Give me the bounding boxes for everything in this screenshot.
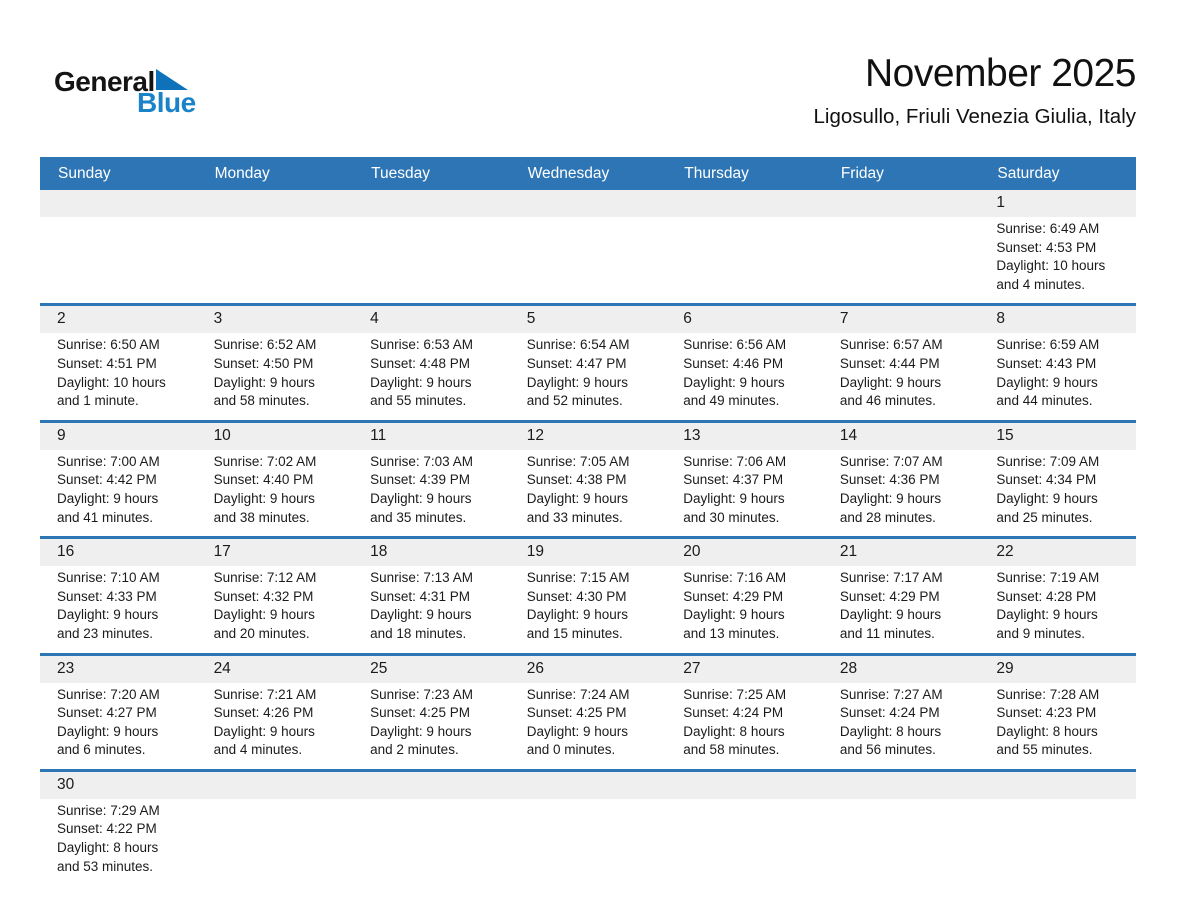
daylight-line-2: and 23 minutes.	[57, 625, 154, 641]
day-details	[979, 450, 1136, 536]
day-details	[353, 683, 510, 769]
day-cell-23	[40, 656, 197, 769]
daylight-line-2: and 13 minutes.	[683, 625, 780, 641]
day-details	[510, 566, 667, 652]
day-cell-11	[353, 423, 510, 536]
sunset-line: Sunset: 4:37 PM	[683, 472, 784, 488]
calendar	[40, 157, 1136, 885]
daylight-line-2: and 58 minutes.	[683, 742, 780, 758]
page-title: November 2025	[865, 52, 1136, 95]
day-details	[823, 566, 980, 652]
day-number: 20	[666, 539, 823, 566]
day-number: 6	[666, 306, 823, 333]
daylight-line-1: Daylight: 9 hours	[683, 374, 785, 390]
day-number	[353, 772, 510, 799]
weekday-header-friday: Friday	[840, 164, 884, 182]
sunrise-line: Sunrise: 7:07 AM	[839, 453, 943, 469]
day-number: 18	[353, 539, 510, 566]
day-number: 16	[40, 539, 197, 566]
sunrise-line: Sunrise: 6:56 AM	[683, 337, 787, 353]
sunrise-line: Sunrise: 6:50 AM	[57, 337, 160, 353]
daylight-line-2: and 53 minutes.	[57, 858, 154, 874]
daylight-line-1: Daylight: 9 hours	[57, 490, 159, 506]
day-number	[510, 190, 667, 217]
day-details	[823, 333, 980, 419]
day-number: 3	[197, 306, 354, 333]
day-cell-30	[40, 772, 197, 885]
daylight-line-1: Daylight: 9 hours	[839, 607, 942, 623]
day-details	[40, 683, 197, 769]
sunrise-line: Sunrise: 7:17 AM	[839, 570, 943, 586]
day-cell-16	[40, 539, 197, 652]
sunrise-line: Sunrise: 7:24 AM	[526, 686, 630, 702]
calendar-weeks	[40, 190, 1136, 885]
week-row-6	[40, 769, 1136, 885]
daylight-line-1: Daylight: 8 hours	[57, 840, 159, 856]
daylight-line-2: and 38 minutes.	[213, 509, 310, 525]
day-number	[979, 772, 1136, 799]
day-details	[510, 683, 667, 769]
day-cell-1	[979, 190, 1136, 303]
day-details	[353, 217, 510, 295]
day-number: 12	[510, 423, 667, 450]
day-cell-17	[197, 539, 354, 652]
day-number: 11	[353, 423, 510, 450]
sunset-line: Sunset: 4:30 PM	[526, 588, 627, 604]
daylight-line-2: and 9 minutes.	[996, 625, 1085, 641]
sunset-line: Sunset: 4:48 PM	[370, 355, 470, 371]
sunset-line: Sunset: 4:50 PM	[213, 355, 314, 371]
day-details	[666, 217, 823, 295]
week-row-1	[40, 190, 1136, 303]
day-number: 17	[197, 539, 354, 566]
day-cell-empty	[353, 772, 510, 885]
day-details	[353, 566, 510, 652]
daylight-line-1: Daylight: 9 hours	[213, 607, 315, 623]
daylight-line-2: and 41 minutes.	[57, 509, 154, 525]
daylight-line-1: Daylight: 10 hours	[996, 258, 1106, 274]
daylight-line-2: and 4 minutes.	[213, 742, 303, 758]
sunrise-line: Sunrise: 7:05 AM	[526, 453, 630, 469]
sunrise-line: Sunrise: 7:02 AM	[213, 453, 317, 469]
sunrise-line: Sunrise: 7:23 AM	[370, 686, 473, 702]
day-details	[666, 333, 823, 419]
day-cell-empty	[823, 772, 980, 885]
day-details	[197, 450, 354, 536]
sunrise-line: Sunrise: 7:29 AM	[57, 802, 160, 818]
daylight-line-2: and 28 minutes.	[839, 509, 936, 525]
sunrise-line: Sunrise: 7:27 AM	[839, 686, 943, 702]
day-cell-19	[510, 539, 667, 652]
sunrise-line: Sunrise: 7:16 AM	[683, 570, 787, 586]
day-details	[823, 217, 980, 295]
daylight-line-2: and 33 minutes.	[526, 509, 623, 525]
day-details	[510, 450, 667, 536]
weekday-header-thursday: Thursday	[684, 164, 749, 182]
day-details	[979, 333, 1136, 419]
sunrise-line: Sunrise: 7:13 AM	[370, 570, 473, 586]
day-cell-7	[823, 306, 980, 419]
day-number	[40, 190, 197, 217]
daylight-line-2: and 46 minutes.	[839, 393, 936, 409]
daylight-line-1: Daylight: 9 hours	[839, 490, 942, 506]
daylight-line-2: and 56 minutes.	[839, 742, 936, 758]
day-number: 13	[666, 423, 823, 450]
daylight-line-1: Daylight: 9 hours	[370, 374, 472, 390]
day-cell-10	[197, 423, 354, 536]
day-cell-empty	[197, 190, 354, 303]
day-number: 28	[823, 656, 980, 683]
daylight-line-2: and 4 minutes.	[996, 276, 1085, 292]
day-number: 30	[40, 772, 197, 799]
sunrise-line: Sunrise: 7:28 AM	[996, 686, 1100, 702]
day-details	[823, 799, 980, 877]
sunset-line: Sunset: 4:39 PM	[370, 472, 470, 488]
sunrise-line: Sunrise: 7:19 AM	[996, 570, 1100, 586]
day-number: 15	[979, 423, 1136, 450]
day-cell-20	[666, 539, 823, 652]
day-cell-2	[40, 306, 197, 419]
sunrise-line: Sunrise: 6:54 AM	[526, 337, 630, 353]
day-details	[40, 217, 197, 295]
sunset-line: Sunset: 4:43 PM	[996, 355, 1097, 371]
sunrise-line: Sunrise: 7:00 AM	[57, 453, 160, 469]
day-number: 14	[823, 423, 980, 450]
day-cell-5	[510, 306, 667, 419]
week-row-2	[40, 303, 1136, 419]
sunset-line: Sunset: 4:32 PM	[213, 588, 314, 604]
daylight-line-2: and 18 minutes.	[370, 625, 467, 641]
day-number: 10	[197, 423, 354, 450]
day-cell-14	[823, 423, 980, 536]
weekday-header-wednesday: Wednesday	[527, 164, 610, 182]
day-number: 22	[979, 539, 1136, 566]
sunrise-line: Sunrise: 7:09 AM	[996, 453, 1100, 469]
day-number: 24	[197, 656, 354, 683]
sunset-line: Sunset: 4:53 PM	[996, 239, 1097, 255]
day-cell-28	[823, 656, 980, 769]
sunset-line: Sunset: 4:25 PM	[370, 705, 470, 721]
sunrise-line: Sunrise: 7:10 AM	[57, 570, 160, 586]
sunset-line: Sunset: 4:34 PM	[996, 472, 1097, 488]
day-details	[353, 450, 510, 536]
sunset-line: Sunset: 4:47 PM	[526, 355, 627, 371]
daylight-line-1: Daylight: 8 hours	[683, 723, 785, 739]
day-details	[40, 333, 197, 419]
day-cell-empty	[979, 772, 1136, 885]
day-details	[666, 450, 823, 536]
day-cell-empty	[666, 190, 823, 303]
day-cell-6	[666, 306, 823, 419]
daylight-line-1: Daylight: 9 hours	[57, 607, 159, 623]
day-details	[197, 217, 354, 295]
day-details	[510, 799, 667, 877]
daylight-line-1: Daylight: 9 hours	[996, 374, 1098, 390]
day-details	[510, 333, 667, 419]
day-number: 21	[823, 539, 980, 566]
sunset-line: Sunset: 4:51 PM	[57, 355, 157, 371]
day-cell-18	[353, 539, 510, 652]
daylight-line-1: Daylight: 9 hours	[996, 607, 1098, 623]
day-cell-29	[979, 656, 1136, 769]
daylight-line-1: Daylight: 9 hours	[213, 374, 315, 390]
day-number: 2	[40, 306, 197, 333]
day-details	[40, 566, 197, 652]
daylight-line-2: and 2 minutes.	[370, 742, 459, 758]
day-cell-empty	[353, 190, 510, 303]
day-cell-empty	[666, 772, 823, 885]
day-details	[353, 333, 510, 419]
daylight-line-1: Daylight: 9 hours	[370, 490, 472, 506]
sunset-line: Sunset: 4:46 PM	[683, 355, 784, 371]
day-details	[979, 217, 1136, 303]
day-cell-8	[979, 306, 1136, 419]
sunset-line: Sunset: 4:31 PM	[370, 588, 470, 604]
sunset-line: Sunset: 4:23 PM	[996, 705, 1097, 721]
day-cell-4	[353, 306, 510, 419]
title-block	[814, 52, 1136, 129]
sunrise-line: Sunrise: 7:15 AM	[526, 570, 630, 586]
week-row-3	[40, 420, 1136, 536]
day-number: 5	[510, 306, 667, 333]
daylight-line-2: and 11 minutes.	[839, 625, 935, 641]
day-number	[666, 772, 823, 799]
daylight-line-2: and 55 minutes.	[370, 393, 467, 409]
day-cell-13	[666, 423, 823, 536]
weekday-header-sunday: Sunday	[58, 164, 111, 182]
daylight-line-1: Daylight: 9 hours	[526, 490, 629, 506]
daylight-line-1: Daylight: 9 hours	[526, 723, 629, 739]
day-cell-empty	[510, 190, 667, 303]
sunset-line: Sunset: 4:24 PM	[839, 705, 940, 721]
logo-blue-text: Blue	[137, 87, 196, 118]
sunrise-line: Sunrise: 7:03 AM	[370, 453, 473, 469]
day-cell-15	[979, 423, 1136, 536]
sunset-line: Sunset: 4:26 PM	[213, 705, 314, 721]
daylight-line-2: and 30 minutes.	[683, 509, 780, 525]
daylight-line-1: Daylight: 9 hours	[370, 607, 472, 623]
day-details	[666, 799, 823, 877]
day-details	[197, 333, 354, 419]
weekday-header-monday: Monday	[214, 164, 270, 182]
sunset-line: Sunset: 4:44 PM	[839, 355, 940, 371]
daylight-line-1: Daylight: 9 hours	[370, 723, 472, 739]
day-cell-22	[979, 539, 1136, 652]
day-cell-24	[197, 656, 354, 769]
daylight-line-2: and 44 minutes.	[996, 393, 1093, 409]
day-cell-empty	[510, 772, 667, 885]
sunrise-line: Sunrise: 6:53 AM	[370, 337, 473, 353]
daylight-line-2: and 1 minute.	[57, 393, 139, 409]
sunrise-line: Sunrise: 7:06 AM	[683, 453, 787, 469]
day-number: 29	[979, 656, 1136, 683]
day-number	[510, 772, 667, 799]
week-row-5	[40, 653, 1136, 769]
daylight-line-2: and 20 minutes.	[213, 625, 310, 641]
daylight-line-1: Daylight: 9 hours	[683, 490, 785, 506]
sunrise-line: Sunrise: 6:49 AM	[996, 221, 1100, 236]
day-number	[197, 772, 354, 799]
logo-general-text: General	[54, 66, 155, 97]
day-cell-25	[353, 656, 510, 769]
daylight-line-1: Daylight: 9 hours	[213, 723, 315, 739]
daylight-line-2: and 6 minutes.	[57, 742, 146, 758]
daylight-line-2: and 15 minutes.	[526, 625, 623, 641]
day-details	[823, 683, 980, 769]
day-details	[197, 566, 354, 652]
day-details	[666, 566, 823, 652]
sunset-line: Sunset: 4:29 PM	[683, 588, 784, 604]
day-cell-empty	[823, 190, 980, 303]
day-details	[510, 217, 667, 295]
day-number: 19	[510, 539, 667, 566]
day-number: 1	[979, 190, 1136, 217]
daylight-line-2: and 49 minutes.	[683, 393, 780, 409]
day-number	[666, 190, 823, 217]
day-details	[197, 799, 354, 877]
day-cell-9	[40, 423, 197, 536]
daylight-line-1: Daylight: 10 hours	[57, 374, 166, 390]
day-number: 25	[353, 656, 510, 683]
day-cell-12	[510, 423, 667, 536]
daylight-line-1: Daylight: 9 hours	[213, 490, 315, 506]
sunset-line: Sunset: 4:42 PM	[57, 472, 157, 488]
sunset-line: Sunset: 4:24 PM	[683, 705, 784, 721]
daylight-line-1: Daylight: 9 hours	[526, 374, 629, 390]
day-details	[823, 450, 980, 536]
day-details	[40, 799, 197, 885]
day-cell-21	[823, 539, 980, 652]
sunrise-line: Sunrise: 7:12 AM	[213, 570, 317, 586]
sunset-line: Sunset: 4:22 PM	[57, 821, 157, 837]
day-details	[979, 566, 1136, 652]
daylight-line-2: and 0 minutes.	[526, 742, 616, 758]
day-number: 4	[353, 306, 510, 333]
day-details	[979, 683, 1136, 769]
day-number	[197, 190, 354, 217]
daylight-line-1: Daylight: 8 hours	[839, 723, 942, 739]
day-number: 8	[979, 306, 1136, 333]
sunset-line: Sunset: 4:25 PM	[526, 705, 627, 721]
day-cell-3	[197, 306, 354, 419]
general-blue-logo	[54, 68, 196, 117]
sunset-line: Sunset: 4:33 PM	[57, 588, 157, 604]
sunrise-line: Sunrise: 7:25 AM	[683, 686, 787, 702]
sunrise-line: Sunrise: 6:52 AM	[213, 337, 317, 353]
day-number: 26	[510, 656, 667, 683]
weekday-header-row	[40, 157, 1136, 190]
day-number	[823, 772, 980, 799]
day-details	[197, 683, 354, 769]
sunrise-line: Sunrise: 6:59 AM	[996, 337, 1100, 353]
day-details	[40, 450, 197, 536]
day-cell-26	[510, 656, 667, 769]
daylight-line-1: Daylight: 8 hours	[996, 723, 1098, 739]
daylight-line-1: Daylight: 9 hours	[526, 607, 629, 623]
sunset-line: Sunset: 4:40 PM	[213, 472, 314, 488]
daylight-line-2: and 25 minutes.	[996, 509, 1093, 525]
sunset-line: Sunset: 4:38 PM	[526, 472, 627, 488]
daylight-line-1: Daylight: 9 hours	[996, 490, 1098, 506]
day-cell-empty	[40, 190, 197, 303]
sunrise-line: Sunrise: 7:21 AM	[213, 686, 317, 702]
day-details	[353, 799, 510, 877]
daylight-line-1: Daylight: 9 hours	[57, 723, 159, 739]
day-details	[666, 683, 823, 769]
sunrise-line: Sunrise: 7:20 AM	[57, 686, 160, 702]
sunset-line: Sunset: 4:28 PM	[996, 588, 1097, 604]
daylight-line-1: Daylight: 9 hours	[683, 607, 785, 623]
day-number	[353, 190, 510, 217]
daylight-line-2: and 35 minutes.	[370, 509, 467, 525]
weekday-header-tuesday: Tuesday	[371, 164, 431, 182]
sunrise-line: Sunrise: 6:57 AM	[839, 337, 943, 353]
day-number: 7	[823, 306, 980, 333]
page-subtitle: Ligosullo, Friuli Venezia Giulia, Italy	[813, 105, 1136, 128]
day-number: 9	[40, 423, 197, 450]
day-cell-27	[666, 656, 823, 769]
daylight-line-2: and 58 minutes.	[213, 393, 310, 409]
day-number: 23	[40, 656, 197, 683]
day-number: 27	[666, 656, 823, 683]
day-number	[823, 190, 980, 217]
day-cell-empty	[197, 772, 354, 885]
sunset-line: Sunset: 4:29 PM	[839, 588, 940, 604]
day-details	[979, 799, 1136, 877]
weekday-header-saturday: Saturday	[997, 164, 1060, 182]
sunset-line: Sunset: 4:27 PM	[57, 705, 157, 721]
daylight-line-2: and 52 minutes.	[526, 393, 623, 409]
daylight-line-2: and 55 minutes.	[996, 742, 1093, 758]
week-row-4	[40, 536, 1136, 652]
sunset-line: Sunset: 4:36 PM	[839, 472, 940, 488]
daylight-line-1: Daylight: 9 hours	[839, 374, 942, 390]
